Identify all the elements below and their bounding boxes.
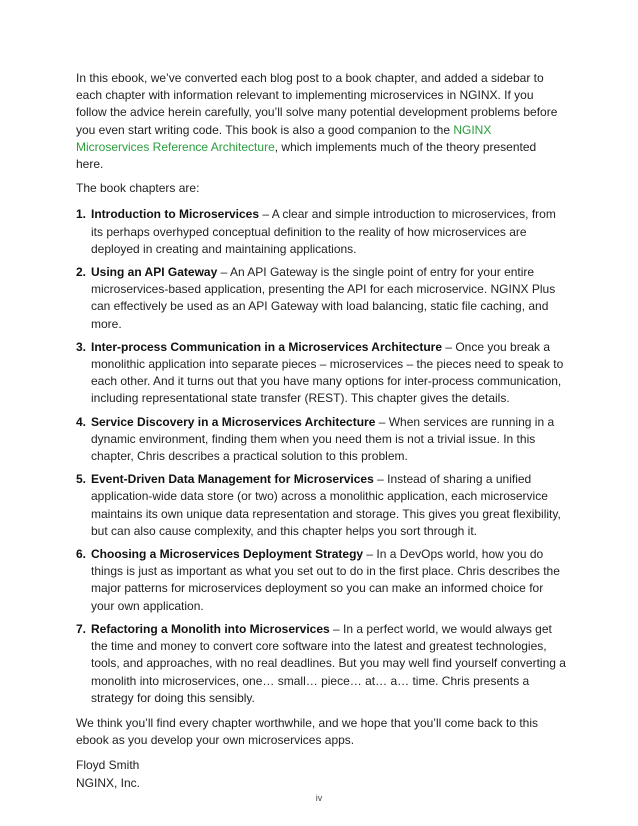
chapter-description: – Once you break a monolithic application into separate pieces – microservices – the pieces need to speak to each other. And it turns out that you have many options for inter-process communication, including representational state transfer (REST). This chapter gives the details. — [91, 339, 564, 406]
chapter-number: 4. — [76, 414, 87, 429]
chapter-item — [76, 206, 566, 258]
chapter-number: 6. — [76, 547, 87, 562]
chapter-description: – When services are running in a dynamic environment, finding them when you need them is not a trivial issue. In this chapter, Chris describes a practical solution to this problem. — [91, 414, 555, 464]
intro-text-2: , which implements much of the theory presented here. — [76, 139, 537, 172]
chapter-title: Choosing a Microservices Deployment Strategy — [91, 547, 364, 562]
signature-company: NGINX, Inc. — [76, 775, 141, 790]
chapter-title: Service Discovery in a Microservices Architecture — [91, 414, 376, 429]
reference-architecture-link[interactable]: NGINX Microservices Reference Architecture — [76, 122, 492, 154]
chapter-number: 2. — [76, 265, 87, 280]
chapter-list — [76, 206, 566, 706]
chapter-item — [76, 264, 566, 333]
chapter-title: Inter-process Communication in a Microservices Architecture — [91, 339, 442, 354]
chapter-description: – In a DevOps world, how you do things is just as important as what you set out to do in the first place. Chris describes the major patterns for microservices deployment so you can make an informed choice for your own application. — [91, 547, 560, 613]
chapter-item — [76, 471, 566, 540]
chapter-description: – A clear and simple introduction to microservices, from its perhaps overhyped conceptual definition to the reality of how microservices are deployed in creating and maintaining applications. — [91, 207, 556, 256]
closing-paragraph: We think you’ll find every chapter worthwhile, and we hope that you’ll come back to this ebook as you develop your own microservices apps. — [76, 715, 539, 748]
chapters-heading: The book chapters are: — [76, 181, 200, 196]
intro-paragraph — [76, 70, 566, 173]
page-content — [76, 70, 566, 792]
chapter-number: 3. — [76, 339, 87, 354]
chapter-number: 5. — [76, 472, 87, 487]
chapter-number: 1. — [76, 207, 87, 222]
page-number: iv — [315, 793, 323, 803]
chapter-item — [76, 546, 566, 615]
signature-name: Floyd Smith — [76, 758, 140, 773]
chapter-item — [76, 339, 566, 408]
chapter-item — [76, 621, 566, 707]
chapter-description: – Instead of sharing a unified application-wide data store (or two) across a monolithic application, each microservice maintains its own unique data representation and storage. This gives you great flexibility, but can also cause complexity, and this chapter helps you sort through it. — [91, 472, 561, 538]
intro-text-1: In this ebook, we’ve converted each blog post to a book chapter, and added a sidebar to each chapter with information relevant to implementing microservices in NGINX. If you follow the advice herein carefully, you’ll solve many potential development problems before you even start writing code. This book is also a good companion to the — [76, 71, 558, 137]
chapter-item — [76, 414, 566, 466]
chapter-title: Using an API Gateway — [91, 265, 218, 280]
chapter-number: 7. — [76, 621, 87, 636]
chapter-description: – An API Gateway is the single point of entry for your entire microservices-based application, presenting the API for each microservice. NGINX Plus can effectively be used as an API Gateway with load balancing, static file caching, and more. — [91, 265, 556, 331]
chapter-title: Refactoring a Monolith into Microservices — [91, 621, 330, 636]
chapter-title: Introduction to Microservices — [91, 207, 260, 222]
chapter-description: – In a perfect world, we would always get the time and money to convert core software into the latest and greatest technologies, tools, and approaches, with no real deadlines. But you may well find yourself converting a monolith into microservices, one… small… piece… at… a… time. Chris presents a strategy for doing this sensibly. — [91, 621, 566, 705]
chapter-title: Event-Driven Data Management for Microservices — [91, 472, 374, 487]
